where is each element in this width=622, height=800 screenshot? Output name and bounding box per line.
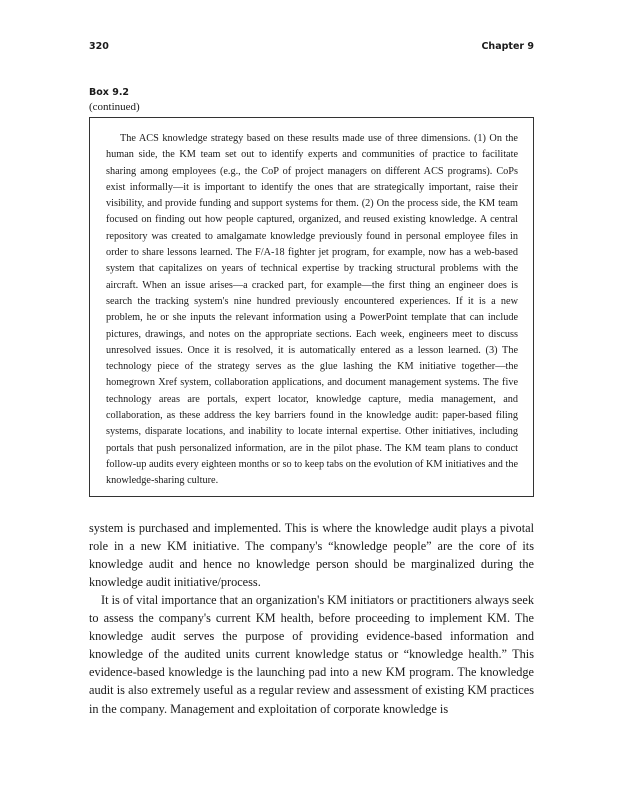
body-paragraph-2: It is of vital importance that an organization's KM initiators or practitioners always seek to assess the company's current KM health, before proceeding to implement KM. The knowledge audit serves the purpose of providing evidence-based information and knowledge of the audited units current knowledge status or “knowledge health.” This evidence-based knowledge is the launching pad into a new KM program. The knowledge audit is also extremely useful as a regular review and assessment of existing KM practices in the company. Management and exploitation of corporate knowledge is [89, 593, 534, 716]
box-subtitle: (continued) [89, 101, 140, 113]
chapter-label: Chapter 9 [481, 41, 534, 52]
box-text: The ACS knowledge strategy based on these results made use of three dimensions. (1) On the human side, the KM team set out to identify experts and communities of practice to facilitate sharing among employees (e.g., the CoP of project managers on different ACS programs). CoPs exist informally—it is important to identify the ones that are strategically important, raise their visibility, and provide funding and support systems for them. (2) On the process side, the KM team focused on finding out how people captured, organized, and reused existing knowledge. A central repository was created to amalgamate knowledge previously found in personal employee files in order to share lessons learned. The F/A-18 fighter jet program, for example, now has a web-based system that capitalizes on years of technical expertise by tracking structural problems with the aircraft. When an issue arises—a cracked part, for example—the first thing an engineer does is search the tracking system's nine hundred previously encountered experiences. If it is a new problem, he or she inputs the relevant information using a PowerPoint template that can include pictures, drawings, and notes on the appropriate sections. Each week, engineers meet to discuss unresolved issues. Once it is resolved, it is automatically entered as a lesson learned. (3) The technology piece of the strategy serves as the glue lashing the KM initiative together—the homegrown Xref system, collaboration applications, and document management systems. The five technology areas are portals, expert locator, knowledge capture, media management, and collaboration, as these address the key barriers found in the knowledge audit: paper-based filing systems, disparate locations, and inability to locate internal expertise. Other initiatives, including portals that push personalized information, are in the pilot phase. The KM team plans to conduct follow-up audits every eighteen months or so to keep tabs on the evolution of KM initiatives and the knowledge-sharing culture. [106, 133, 518, 487]
page-number: 320 [89, 41, 109, 52]
box-title: Box 9.2 [89, 87, 130, 98]
running-header [89, 41, 534, 57]
body-paragraph-1: system is purchased and implemented. This is where the knowledge audit plays a pivotal role in a new KM initiative. The company's “knowledge people” are the core of its knowledge audit and hence no knowledge person should be marginalized during the knowledge audit initiative/process. [89, 521, 534, 590]
